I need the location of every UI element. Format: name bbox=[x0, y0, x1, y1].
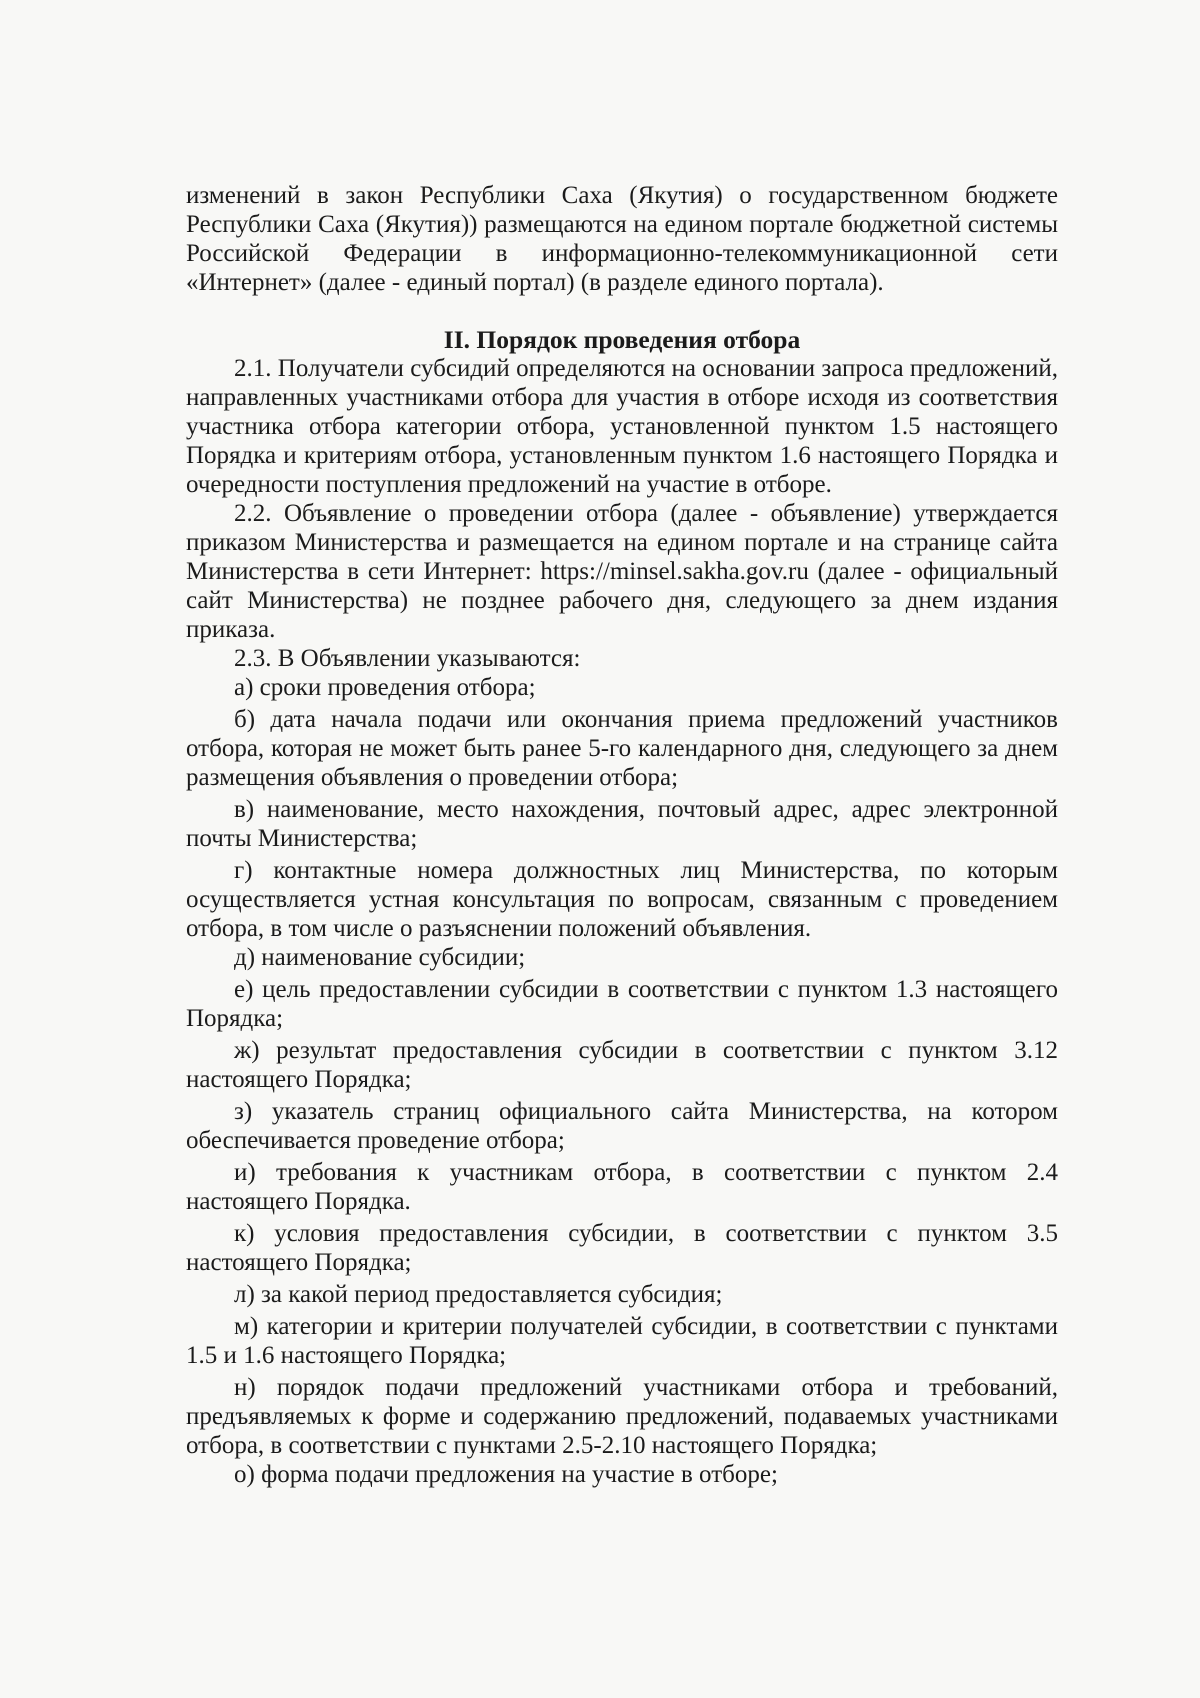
list-item-v: в) наименование, место нахождения, почтовый адрес, адрес электронной почты Министерства; bbox=[186, 796, 1058, 852]
document-body bbox=[186, 181, 1058, 1489]
list-item-l: л) за какой период предоставляется субсидия; bbox=[234, 1281, 723, 1308]
list-item-d: д) наименование субсидии; bbox=[234, 944, 526, 971]
list-item-b: б) дата начала подачи или окончания приема предложений участников отбора, которая не может быть ранее 5-го календарного дня, следующего за днем размещения объявления о проведении отбора; bbox=[186, 706, 1058, 791]
list-item-g: г) контактные номера должностных лиц Министерства, по которым осуществляется устная консультация по вопросам, связанным с проведением отбора, в том числе о разъяснении положений объявления. bbox=[186, 857, 1058, 942]
paragraph-2-2: 2.2. Объявление о проведении отбора (далее - объявление) утверждается приказом Министерства и размещается на едином портале и на странице сайта Министерства в сети Интернет: https://minsel.sakha.gov.ru (далее - официальный сайт Министерства) не позднее рабочего дня, следующего за днем издания приказа. bbox=[186, 500, 1058, 643]
list-item-i: и) требования к участникам отбора, в соответствии с пунктом 2.4 настоящего Порядка. bbox=[186, 1159, 1058, 1215]
list-item-zh: ж) результат предоставления субсидии в соответствии с пунктом 3.12 настоящего Порядка; bbox=[186, 1037, 1058, 1093]
intro-paragraph: изменений в закон Республики Саха (Якутия) о государственном бюджете Республики Саха (Якутия)) размещаются на едином портале бюджетной системы Российской Федерации в информационно-телекоммуникационной сети «Интернет» (далее - единый портал) (в разделе единого портала). bbox=[186, 182, 1058, 296]
paragraph-2-3: 2.3. В Объявлении указываются: bbox=[234, 645, 581, 672]
list-item-e: е) цель предоставлении субсидии в соответствии с пунктом 1.3 настоящего Порядка; bbox=[186, 976, 1058, 1032]
list-item-z: з) указатель страниц официального сайта Министерства, на котором обеспечивается проведение отбора; bbox=[186, 1098, 1058, 1154]
paragraph-2-1: 2.1. Получатели субсидий определяются на основании запроса предложений, направленных участниками отбора для участия в отборе исходя из соответствия участника отбора категории отбора, установленной пунктом 1.5 настоящего Порядка и критериям отбора, установленным пунктом 1.6 настоящего Порядка и очередности поступления предложений на участие в отборе. bbox=[186, 355, 1058, 498]
list-item-n: н) порядок подачи предложений участниками отбора и требований, предъявляемых к форме и содержанию предложений, подаваемых участниками отбора, в соответствии с пунктами 2.5-2.10 настоящего Порядка; bbox=[186, 1374, 1058, 1459]
section-title: II. Порядок проведения отбора bbox=[443, 325, 801, 354]
list-item-o: о) форма подачи предложения на участие в отборе; bbox=[234, 1461, 778, 1488]
list-item-a: а) сроки проведения отбора; bbox=[234, 674, 536, 701]
list-item-k: к) условия предоставления субсидии, в соответствии с пунктом 3.5 настоящего Порядка; bbox=[186, 1220, 1058, 1276]
list-item-m: м) категории и критерии получателей субсидии, в соответствии с пунктами 1.5 и 1.6 настоящего Порядка; bbox=[186, 1313, 1058, 1369]
